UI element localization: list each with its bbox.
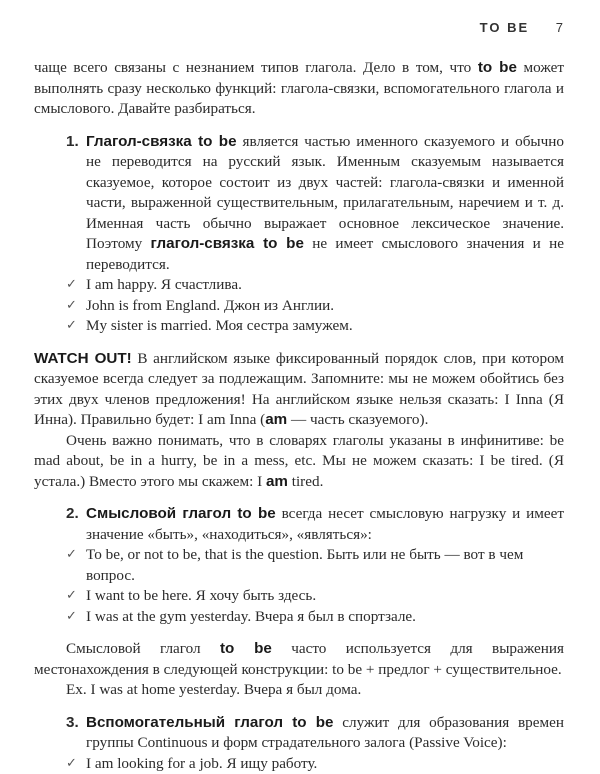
watch-out-text-2: — часть сказуемого). xyxy=(287,411,428,428)
intro-text-1: чаще всего связаны с незнанием типов глагола. Дело в том, что xyxy=(34,59,478,76)
section-3-text-1: служит для образования времен группы Continuous и форм страдательного залога (Passive Voice): xyxy=(86,714,564,752)
chapter-title: TO BE xyxy=(480,20,530,35)
section-3-text xyxy=(66,713,564,754)
page-body xyxy=(34,58,564,774)
location-text-1: Смысловой глагол xyxy=(66,640,220,657)
watch-out-text-1: В английском языке фиксированный порядок слов, при котором сказуемое всегда следует за подлежащим. Запомните: мы не можем обойтись без этих двух членов предложения! На английском языке нельзя сказать: I Inna (Я Инна). Правильно будет: I am Inna ( xyxy=(34,350,564,429)
list-item xyxy=(66,607,564,628)
list-item xyxy=(66,545,564,586)
example-text: My sister is married. Моя сестра замужем. xyxy=(86,317,353,334)
section-1-text-2: не имеет смыслового значения и не переводится. xyxy=(86,235,564,273)
section-3 xyxy=(34,713,564,754)
section-2-text xyxy=(66,504,564,545)
infinitive-note xyxy=(34,431,564,493)
section-1-examples xyxy=(34,275,564,337)
section-2 xyxy=(34,504,564,545)
intro-bold-term: to be xyxy=(478,59,517,76)
check-icon: ✓ xyxy=(66,275,77,296)
section-3-examples xyxy=(34,754,564,774)
list-item xyxy=(66,754,564,774)
example-text: I was at the gym yesterday. Вчера я был в спортзале. xyxy=(86,608,416,625)
example-text: John is from England. Джон из Англии. xyxy=(86,297,334,314)
section-1-text-1: является частью именного сказуемого и обычно не переводится на русский язык. Именным сказуемым называется сказуемое, которое состоит из двух частей: глагола-связки и именной части, выраженной существительным, прилагательным, наречием и т. д. Именная часть обычно выражает основное лексическое значение. Поэтому xyxy=(86,133,564,253)
section-2-examples xyxy=(34,545,564,627)
check-icon: ✓ xyxy=(66,545,77,566)
watch-out-label: WATCH OUT! xyxy=(34,350,132,367)
example-text: I want to be here. Я хочу быть здесь. xyxy=(86,587,316,604)
watch-out-paragraph xyxy=(34,349,564,431)
check-icon: ✓ xyxy=(66,754,77,774)
check-icon: ✓ xyxy=(66,586,77,607)
section-3-lead: Вспомогательный глагол to be xyxy=(86,714,334,731)
example-text: To be, or not to be, that is the question. Быть или не быть — вот в чем вопрос. xyxy=(86,546,523,584)
note-text-2: tired. xyxy=(288,473,323,490)
list-item xyxy=(66,586,564,607)
watch-out-bold: am xyxy=(265,411,287,428)
list-item xyxy=(66,296,564,317)
example-text: I am looking for a job. Я ищу работу. xyxy=(86,755,317,772)
section-3-number: 3. xyxy=(66,713,79,734)
section-2-text-1: всегда несет смысловую нагрузку и имеет значение «быть», «находиться», «являться»: xyxy=(86,505,564,543)
check-icon: ✓ xyxy=(66,296,77,317)
location-example: Ex. I was at home yesterday. Вчера я был дома. xyxy=(34,680,564,701)
intro-paragraph xyxy=(34,58,564,120)
running-header xyxy=(480,18,564,39)
list-item xyxy=(66,316,564,337)
section-2-lead: Смысловой глагол to be xyxy=(86,505,276,522)
section-1-number: 1. xyxy=(66,132,79,153)
page-number: 7 xyxy=(556,20,564,35)
note-bold: am xyxy=(266,473,288,490)
location-bold: to be xyxy=(220,640,272,657)
section-1 xyxy=(34,132,564,276)
section-1-lead: Глагол-связка to be xyxy=(86,133,237,150)
example-text: I am happy. Я счастлива. xyxy=(86,276,242,293)
section-2-number: 2. xyxy=(66,504,79,525)
section-1-text xyxy=(66,132,564,276)
intro-text-2: может выполнять сразу несколько функций: глагола-связки, вспомогательного глагола и смыслового. Давайте разбираться. xyxy=(34,59,564,117)
check-icon: ✓ xyxy=(66,607,77,628)
note-text-1: Очень важно понимать, что в словарях глаголы указаны в инфинитиве: be mad about, be in a hurry, be in a mess, etc. Мы не можем сказать: I be tired. (Я устала.) Вместо этого мы скажем: I xyxy=(34,432,564,490)
check-icon: ✓ xyxy=(66,316,77,337)
section-1-bold-term: глагол-связка to be xyxy=(151,235,304,252)
location-paragraph xyxy=(34,639,564,680)
location-text-2: часто используется для выражения местонахождения в следующей конструкции: to be + предлог + существительное. xyxy=(34,640,564,678)
list-item xyxy=(66,275,564,296)
